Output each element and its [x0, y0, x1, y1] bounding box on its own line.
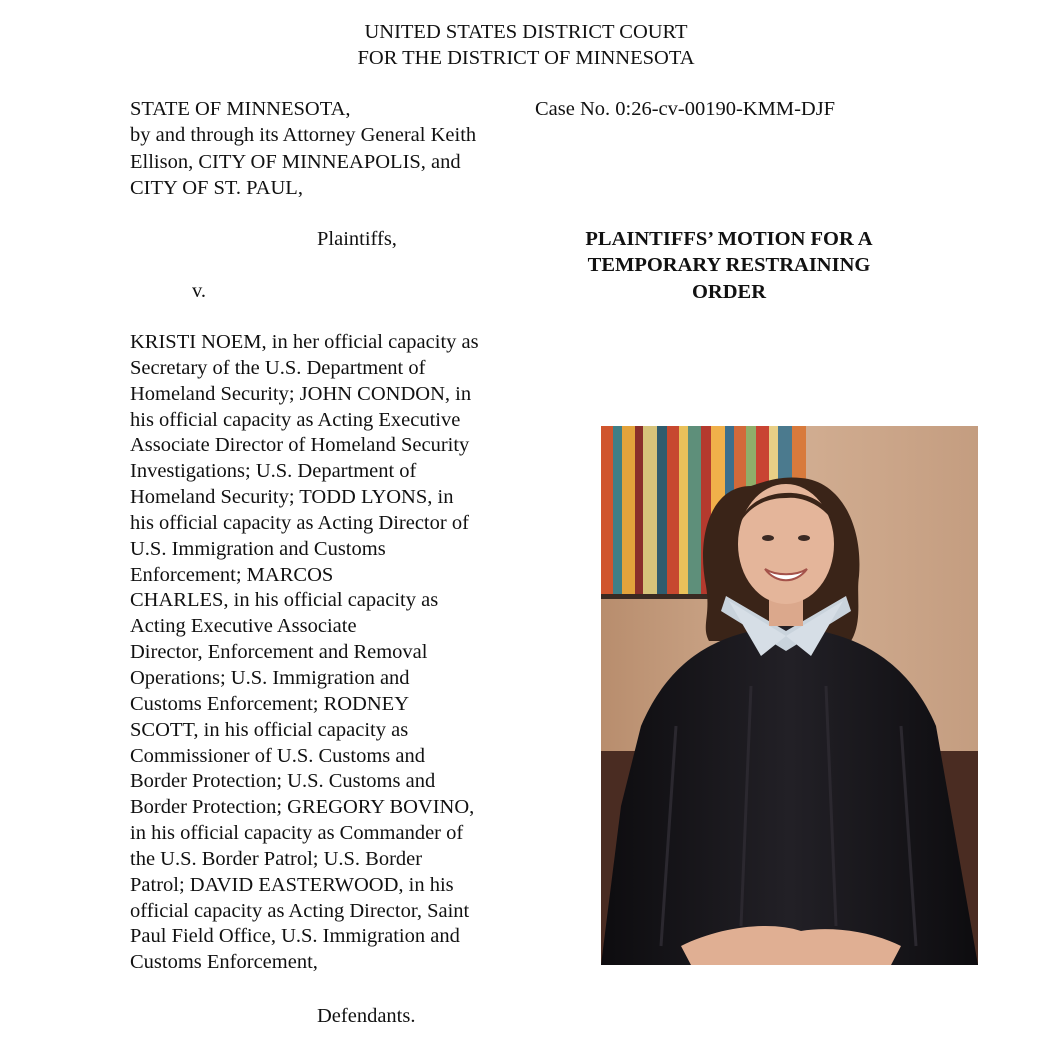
- defendant-line: official capacity as Acting Director, Saint: [130, 899, 470, 922]
- plaintiffs-role-label: Plaintiffs,: [317, 228, 397, 250]
- defendant-line: Commissioner of U.S. Customs and: [130, 744, 425, 767]
- defendant-line: Associate Director of Homeland Security: [130, 434, 470, 457]
- defendant-line: Investigations; U.S. Department of: [130, 460, 417, 483]
- plaintiff-line: by and through its Attorney General Keith: [130, 124, 477, 147]
- versus-label: v.: [192, 280, 207, 302]
- defendants-caption: [130, 330, 530, 976]
- defendant-line: Enforcement; MARCOS: [130, 563, 334, 586]
- case-number: Case No. 0:26-cv-00190-KMM-DJF: [535, 98, 836, 120]
- defendant-line: his official capacity as Acting Executive: [130, 408, 461, 431]
- defendant-line: U.S. Immigration and Customs: [130, 537, 386, 560]
- defendant-line: Operations; U.S. Immigration and: [130, 666, 410, 689]
- defendant-line: Customs Enforcement,: [130, 951, 318, 974]
- plaintiff-line: CITY OF ST. PAUL,: [130, 176, 303, 199]
- plaintiffs-caption: [130, 96, 530, 201]
- defendant-line: Patrol; DAVID EASTERWOOD, in his: [130, 873, 454, 896]
- defendant-line: Homeland Security; JOHN CONDON, in: [130, 382, 472, 405]
- court-district-line: FOR THE DISTRICT OF MINNESOTA: [357, 47, 695, 69]
- motion-title: [529, 226, 929, 305]
- defendant-line: CHARLES, in his official capacity as: [130, 589, 439, 612]
- defendant-line: Paul Field Office, U.S. Immigration and: [130, 925, 460, 948]
- defendants-role-label: Defendants.: [317, 1005, 416, 1027]
- defendant-line: Director, Enforcement and Removal: [130, 641, 428, 664]
- defendant-line: his official capacity as Acting Director of: [130, 511, 469, 534]
- defendant-line: SCOTT, in his official capacity as: [130, 718, 409, 741]
- defendant-line: in his official capacity as Commander of: [130, 822, 464, 845]
- defendant-line: Border Protection; U.S. Customs and: [130, 770, 436, 793]
- defendant-line: the U.S. Border Patrol; U.S. Border: [130, 847, 423, 870]
- portrait-illustration: [601, 426, 978, 965]
- defendant-line: Acting Executive Associate: [130, 615, 357, 638]
- defendant-line: Homeland Security; TODD LYONS, in: [130, 486, 454, 509]
- defendant-line: KRISTI NOEM, in her official capacity as: [130, 331, 479, 353]
- judge-portrait-photo: [601, 426, 978, 965]
- defendant-line: Secretary of the U.S. Department of: [130, 356, 426, 379]
- motion-title-line: ORDER: [691, 280, 767, 303]
- defendant-line: Border Protection; GREGORY BOVINO,: [130, 796, 475, 819]
- motion-title-line: PLAINTIFFS’ MOTION FOR A: [585, 228, 873, 250]
- court-header: [0, 19, 1052, 71]
- court-name-line: UNITED STATES DISTRICT COURT: [364, 21, 688, 43]
- plaintiff-line: Ellison, CITY OF MINNEAPOLIS, and: [130, 150, 461, 173]
- motion-title-line: TEMPORARY RESTRAINING: [587, 254, 871, 277]
- defendant-line: Customs Enforcement; RODNEY: [130, 692, 409, 715]
- plaintiff-line: STATE OF MINNESOTA,: [130, 98, 351, 120]
